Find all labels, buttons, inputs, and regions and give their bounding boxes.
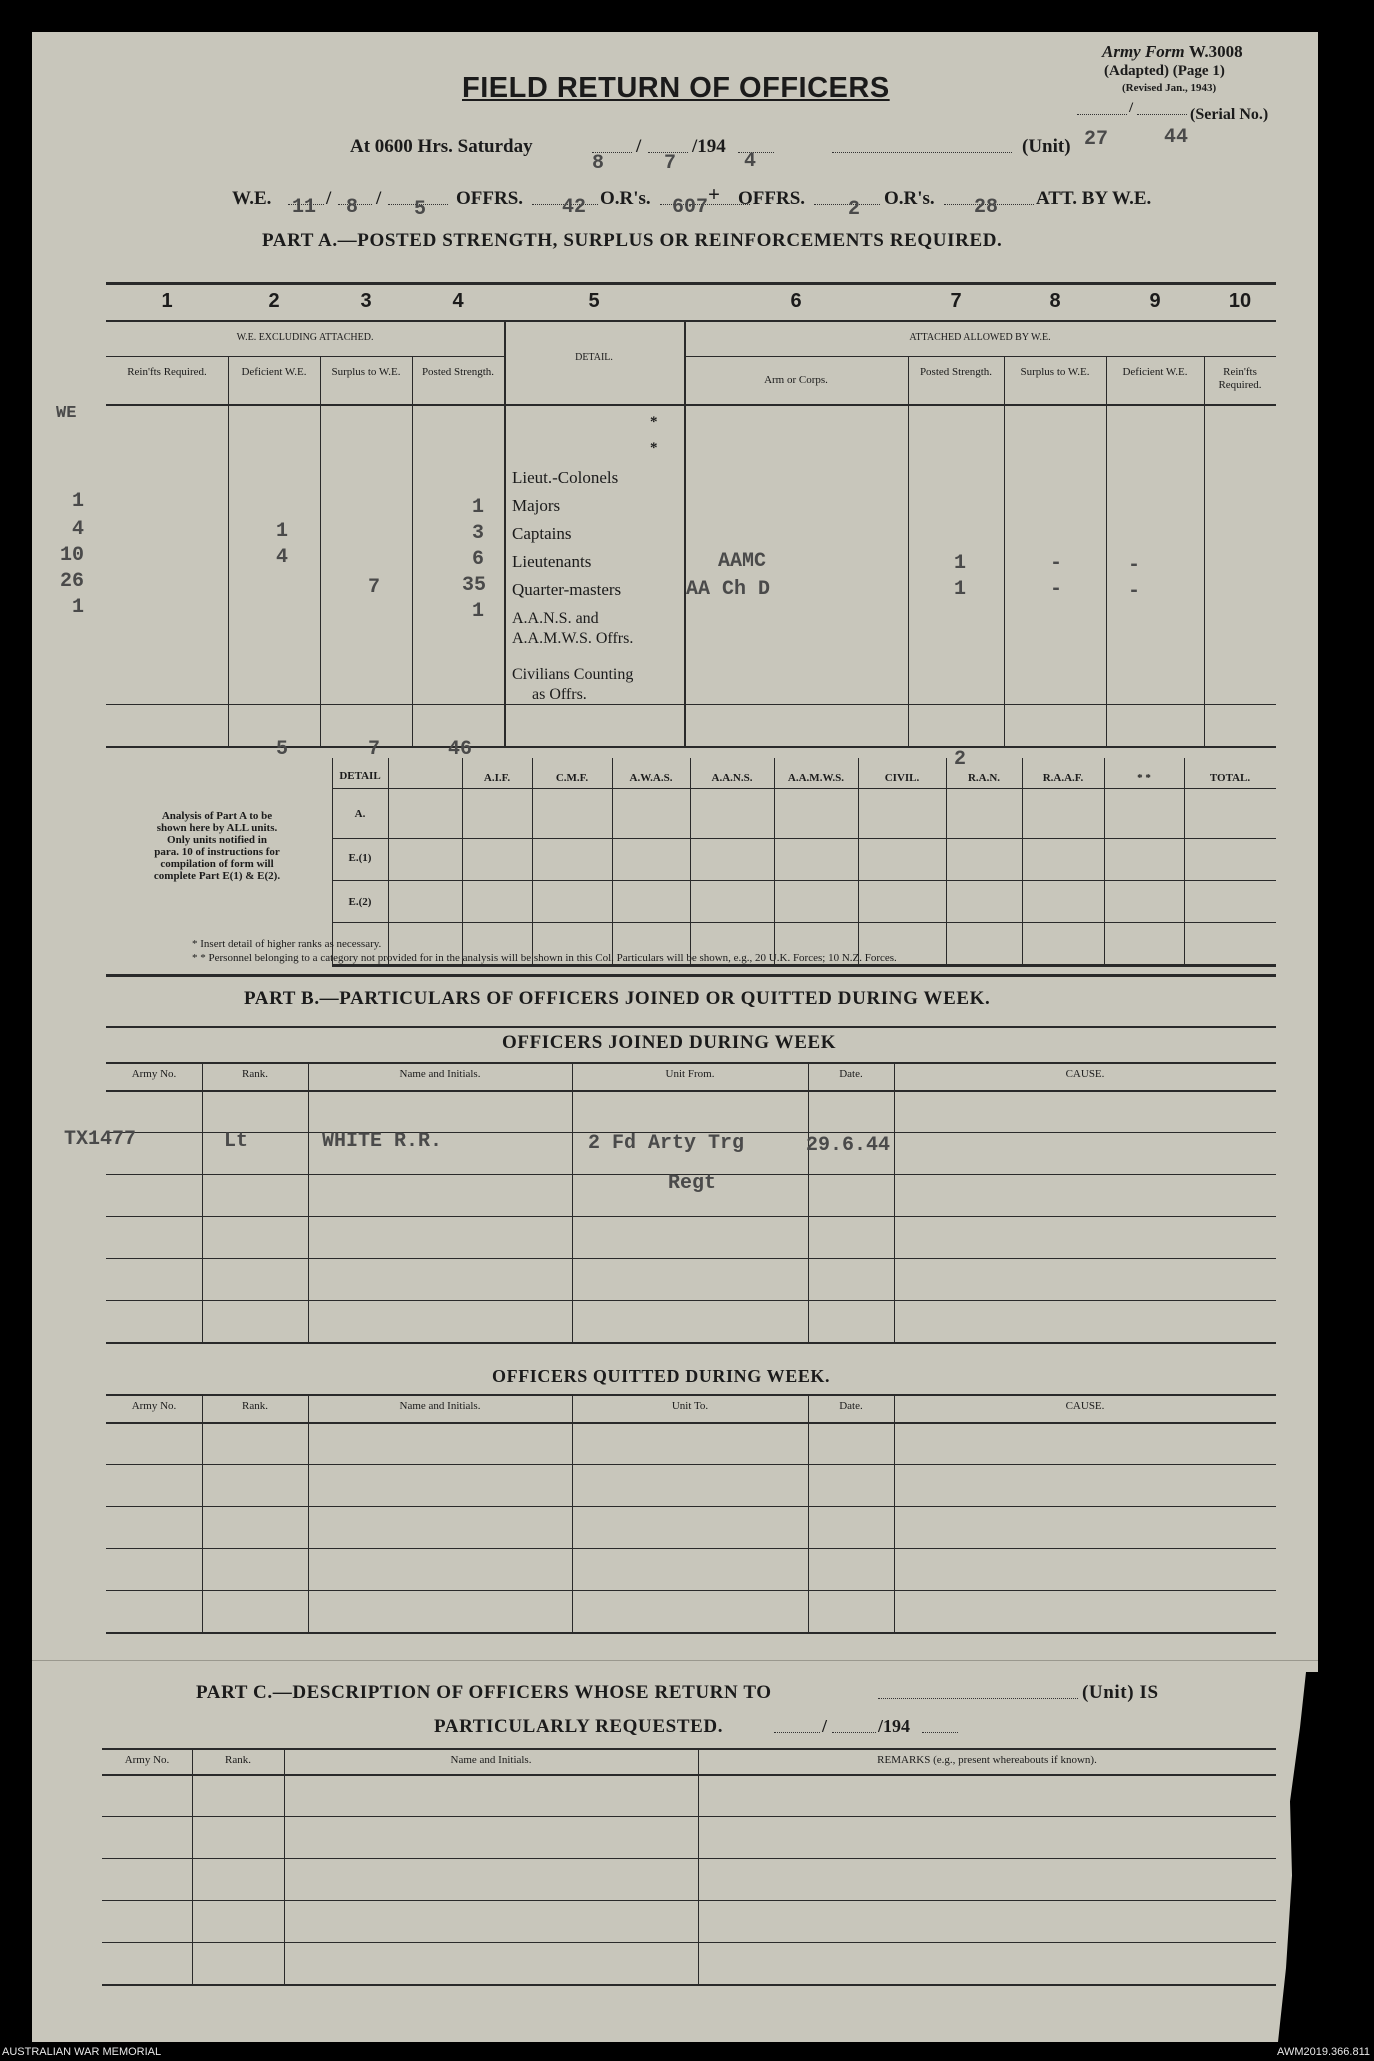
analysis-row-rule-1 [332,838,1276,839]
joined-vline-5 [894,1062,895,1342]
quitted-header-bottom [106,1422,1276,1424]
part-c-unit-blank [878,1698,1078,1699]
analysis-col-raaf: R.A.A.F. [1042,772,1084,784]
header-arm-or-corps: Arm or Corps. [764,374,828,386]
quitted-col-army-no: Army No. [131,1400,177,1412]
quitted-vline-2 [308,1394,309,1632]
analysis-note [112,810,322,882]
header-att-posted: Posted Strength. [919,366,993,378]
analysis-row-a: A. [354,808,366,820]
analysis-vline-4 [612,758,613,964]
header-att-deficient: Deficient W.E. [1122,366,1188,378]
total-deficient: 5 [276,738,289,761]
analysis-col-ran: R.A.N. [967,772,1001,784]
joined-vline-3 [572,1062,573,1342]
part-c-vline-3 [698,1748,699,1984]
plus-sign: + [708,182,720,206]
analysis-vline-5 [690,758,691,964]
serial-value-2: 44 [1164,126,1189,149]
at-line-label: At 0600 Hrs. Saturday [350,136,533,157]
att-label: ATT. BY W.E. [1036,188,1152,209]
joined-col-rank: Rank. [242,1068,268,1080]
footer-credit: AUSTRALIAN WAR MEMORIAL [2,2046,162,2058]
deficient-captains: 1 [276,520,289,543]
part-c-row-rule-4 [102,1942,1276,1943]
joined-vline-2 [308,1062,309,1342]
we-value-2: 8 [346,196,359,219]
joined-bottom-rule [106,1342,1276,1344]
analysis-col-aans: A.A.N.S. [711,772,753,784]
joined-entry-date: 29.6.44 [806,1134,891,1157]
quitted-vline-1 [202,1394,203,1632]
we-label: W.E. [232,188,272,209]
part-c-header-bottom [102,1774,1276,1776]
col-number-4: 4 [452,290,464,312]
posted-total-lieutenants: 35 [462,574,487,597]
part-c-header-top [102,1748,1276,1750]
joined-entry-rank: Lt [224,1130,249,1153]
att-deficient-2: - [1128,580,1141,603]
part-c-date-blank-1 [774,1732,820,1733]
offrs2-value: 2 [848,198,861,221]
part-c-bottom-rule [102,1984,1276,1986]
rank-civilians: Civilians Counting [512,666,634,683]
analysis-vline-2 [462,758,463,964]
deficient-lieutenants: 4 [276,546,289,569]
analysis-col-aif: A.I.F. [483,772,511,784]
serial-value-1: 27 [1084,128,1109,151]
part-a-vline-2 [320,356,321,746]
part-a-vline-6 [908,356,909,746]
col-number-9: 9 [1149,290,1161,312]
page-title: FIELD RETURN OF OFFICERS [462,72,890,104]
analysis-vline-8 [946,758,947,964]
joined-col-cause: CAUSE. [1065,1068,1105,1080]
offrs-label: OFFRS. [456,188,524,209]
col-number-1: 1 [161,290,173,312]
header-deficient: Deficient W.E. [241,366,307,378]
part-a-title: PART A.—POSTED STRENGTH, SURPLUS OR REINFORCEMENTS REQUIRED. [262,230,1003,251]
part-c-col-name: Name and Initials. [450,1754,532,1766]
arm-aamc: AAMC [718,550,767,573]
ors2-label: O.R's. [884,188,935,209]
analysis-vline-6 [774,758,775,964]
joined-col-date: Date. [839,1068,863,1080]
analysis-col-detail: DETAIL [339,770,381,782]
offrs2-blank [814,204,880,205]
joined-vline-4 [808,1062,809,1342]
we-sep-1: / [326,188,332,209]
analysis-note-line-4: para. 10 of instructions for [154,846,280,858]
part-a-top-rule [106,282,1276,285]
analysis-note-line-6: complete Part E(1) & E(2). [153,870,281,882]
serial-sep: / [1129,100,1134,116]
part-c-vline-1 [192,1748,193,1984]
analysis-col-civil: CIVIL. [884,772,920,784]
quitted-vline-4 [808,1394,809,1632]
rank-lieut-colonels: Lieut.-Colonels [512,468,619,487]
quitted-vline-3 [572,1394,573,1632]
part-c-row-rule-2 [102,1858,1276,1859]
date-sep-1: / [636,136,642,157]
we-value-qm: 1 [72,596,85,619]
posted-lieutenants: 6 [472,548,485,571]
header-surplus: Surplus to W.E. [331,366,401,378]
rank-quartermasters: Quarter-masters [512,580,622,599]
joined-header-top [106,1062,1276,1064]
att-deficient-1: - [1128,554,1141,577]
quitted-col-rank: Rank. [242,1400,268,1412]
quitted-header-top [106,1394,1276,1396]
col-number-2: 2 [268,290,280,312]
quitted-row-rule-1 [106,1464,1276,1465]
attached-allowed-label: ATTACHED ALLOWED BY W.E. [909,332,1051,343]
form-revised: (Revised Jan., 1943) [1122,82,1217,94]
analysis-row-e1: E.(1) [348,852,372,864]
part-c-row-rule-1 [102,1816,1276,1817]
quitted-col-name: Name and Initials. [399,1400,481,1412]
col-number-3: 3 [360,290,372,312]
part-a-total-rule [106,704,1276,705]
rank-aamws: A.A.M.W.S. Offrs. [512,630,634,647]
analysis-col-aamws: A.A.M.W.S. [787,772,845,784]
ors-label: O.R's. [600,188,651,209]
part-a-vline-4 [504,320,506,746]
joined-entry-name: WHITE R.R. [322,1130,443,1153]
part-a-vline-1 [228,356,229,746]
analysis-note-line-3: Only units notified in [167,834,267,846]
ors-value: 607 [672,196,709,219]
part-a-end-rule [106,974,1276,977]
surplus-lieutenants: 7 [368,576,381,599]
posted-majors: 1 [472,496,485,519]
header-reinfts-required: Rein'fts Required. [127,366,207,378]
quitted-row-rule-4 [106,1590,1276,1591]
part-c-vline-2 [284,1748,285,1984]
form-sheet [32,32,1318,2042]
quitted-col-date: Date. [839,1400,863,1412]
col-number-8: 8 [1049,290,1061,312]
header-att-reinfts: Rein'fts Required. [1218,366,1262,391]
we-value-majors: 4 [72,518,85,541]
asterisk-2: * [650,440,658,456]
unit-label: (Unit) [1022,136,1071,157]
form-name: Army Form [1102,42,1185,61]
joined-row-rule-4 [106,1258,1276,1259]
arm-aa-ch-d: AA Ch D [686,578,771,601]
rank-captains: Captains [512,524,572,543]
joined-title: OFFICERS JOINED DURING WEEK [502,1032,837,1053]
analysis-note-line-5: compilation of form will [160,858,274,870]
rank-lieutenants: Lieutenants [512,552,592,571]
quitted-col-unit-to: Unit To. [671,1400,709,1412]
offrs2-label: OFFRS. [738,188,806,209]
quitted-col-cause: CAUSE. [1065,1400,1105,1412]
att-posted-2: 1 [954,578,967,601]
joined-entry-army-no: TX1477 [64,1128,137,1151]
we-value-3: 5 [414,198,427,221]
part-c-col-remarks: REMARKS (e.g., present whereabouts if known). [877,1754,1097,1766]
form-adapted: (Adapted) (Page 1) [1104,63,1225,79]
asterisk-1: * [650,414,658,430]
margin-we-stamp: WE [56,404,77,423]
analysis-vline-10 [1104,758,1105,964]
part-c-line-2: PARTICULARLY REQUESTED. [434,1716,724,1737]
part-a-header-rule [106,320,1276,322]
quitted-bottom-rule [106,1632,1276,1634]
we-value-captains: 10 [60,544,85,567]
part-a-vline-3 [412,356,413,746]
quitted-row-rule-2 [106,1506,1276,1507]
detail-label: DETAIL. [575,352,613,363]
part-c-date-sep-1: / [822,1716,828,1736]
date-day: 8 [592,152,605,175]
part-c-line-1: PART C.—DESCRIPTION OF OFFICERS WHOSE RETURN TO [196,1682,772,1703]
joined-col-army-no: Army No. [131,1068,177,1080]
analysis-row-rule-2 [332,880,1276,881]
analysis-header-rule [332,788,1276,789]
analysis-row-rule-3 [332,922,1276,923]
part-a-vline-9 [1204,356,1205,746]
form-id [1102,42,1243,62]
joined-col-unit-from: Unit From. [665,1068,715,1080]
joined-col-name: Name and Initials. [399,1068,481,1080]
analysis-vline-11 [1184,758,1185,964]
part-a-body-top [106,404,1276,406]
joined-entry-unit-2: Regt [668,1172,717,1195]
col-number-5: 5 [588,290,600,312]
torn-edge [1278,1672,1318,2042]
we-sub-rule [106,356,504,357]
total-att-posted: 2 [954,748,967,771]
col-number-6: 6 [790,290,802,312]
col-number-7: 7 [950,290,962,312]
part-c-unit-is: (Unit) IS [1082,1682,1159,1703]
serial-blank-2 [1137,102,1187,115]
joined-row-rule-3 [106,1216,1276,1217]
we-sep-2: / [376,188,382,209]
serial-label: (Serial No.) [1190,106,1269,123]
part-c-date-sep-2: /194 [878,1716,911,1736]
date-month: 7 [664,152,677,175]
form-code: W.3008 [1188,42,1243,61]
total-surplus: 7 [368,738,381,761]
analysis-note-line-2: shown here by ALL units. [156,822,278,834]
part-c-date-blank-2 [832,1732,876,1733]
we-value-1: 11 [292,196,317,219]
att-surplus-1: - [1050,552,1063,575]
rank-majors: Majors [512,496,561,515]
analysis-vline-1 [388,758,389,964]
we-excluding-label: W.E. EXCLUDING ATTACHED. [236,332,374,343]
we-value-lt-col: 1 [72,490,85,513]
part-c-date-blank-3 [922,1732,958,1733]
joined-vline-1 [202,1062,203,1342]
analysis-col-cmf: C.M.F. [555,772,589,784]
quitted-row-rule-3 [106,1548,1276,1549]
att-posted-1: 1 [954,552,967,575]
analysis-bottom-rule [332,964,1276,967]
total-posted: 46 [448,738,473,761]
joined-row-rule-5 [106,1300,1276,1301]
part-b-top-rule [106,1026,1276,1028]
analysis-vline-7 [858,758,859,964]
posted-captains: 3 [472,522,485,545]
joined-header-bottom [106,1090,1276,1092]
analysis-col-total: TOTAL. [1209,772,1251,784]
we-value-lieutenants: 26 [60,570,85,593]
footnote-2: * * Personnel belonging to a category not provided for in the analysis will be shown in this Col. Particulars will be shown, e.g., 20 U.K. Forces; 10 N.Z. Forces. [192,952,897,964]
part-c-col-rank: Rank. [225,1754,251,1766]
col-number-10: 10 [1228,290,1252,312]
rank-aans: A.A.N.S. and [512,610,599,627]
part-c-col-army-no: Army No. [124,1754,170,1766]
att-surplus-2: - [1050,578,1063,601]
header-posted-strength: Posted Strength. [421,366,495,378]
date-sep-2: /194 [692,136,726,157]
part-a-vline-7 [1004,356,1005,746]
posted-qm: 1 [472,600,485,623]
part-b-title: PART B.—PARTICULARS OF OFFICERS JOINED OR QUITTED DURING WEEK. [244,988,991,1009]
quitted-vline-5 [894,1394,895,1632]
part-c-row-rule-3 [102,1900,1276,1901]
analysis-vline-3 [532,758,533,964]
unit-blank [832,152,1012,153]
joined-entry-unit: 2 Fd Arty Trg [588,1132,745,1155]
part-a-vline-5 [684,320,686,746]
analysis-note-line-1: Analysis of Part A to be [161,810,273,822]
part-a-vline-8 [1106,356,1107,746]
offrs-value: 42 [562,196,587,219]
quitted-title: OFFICERS QUITTED DURING WEEK. [492,1366,831,1386]
date-year: 4 [744,150,757,173]
ors2-value: 28 [974,196,999,219]
serial-blank-1 [1077,102,1127,115]
rank-as-offrs: as Offrs. [532,686,587,703]
analysis-col-awas: A.W.A.S. [629,772,673,784]
att-sub-rule [684,356,1276,357]
analysis-col-other: * * [1137,772,1151,784]
fold-line [32,1660,1318,1661]
footnote-1: * Insert detail of higher ranks as necessary. [192,938,382,950]
header-att-surplus: Surplus to W.E. [1020,366,1090,378]
analysis-row-e2: E.(2) [348,896,372,908]
analysis-vline-9 [1022,758,1023,964]
footer-accession-number: AWM2019.366.811 [1277,2046,1370,2058]
